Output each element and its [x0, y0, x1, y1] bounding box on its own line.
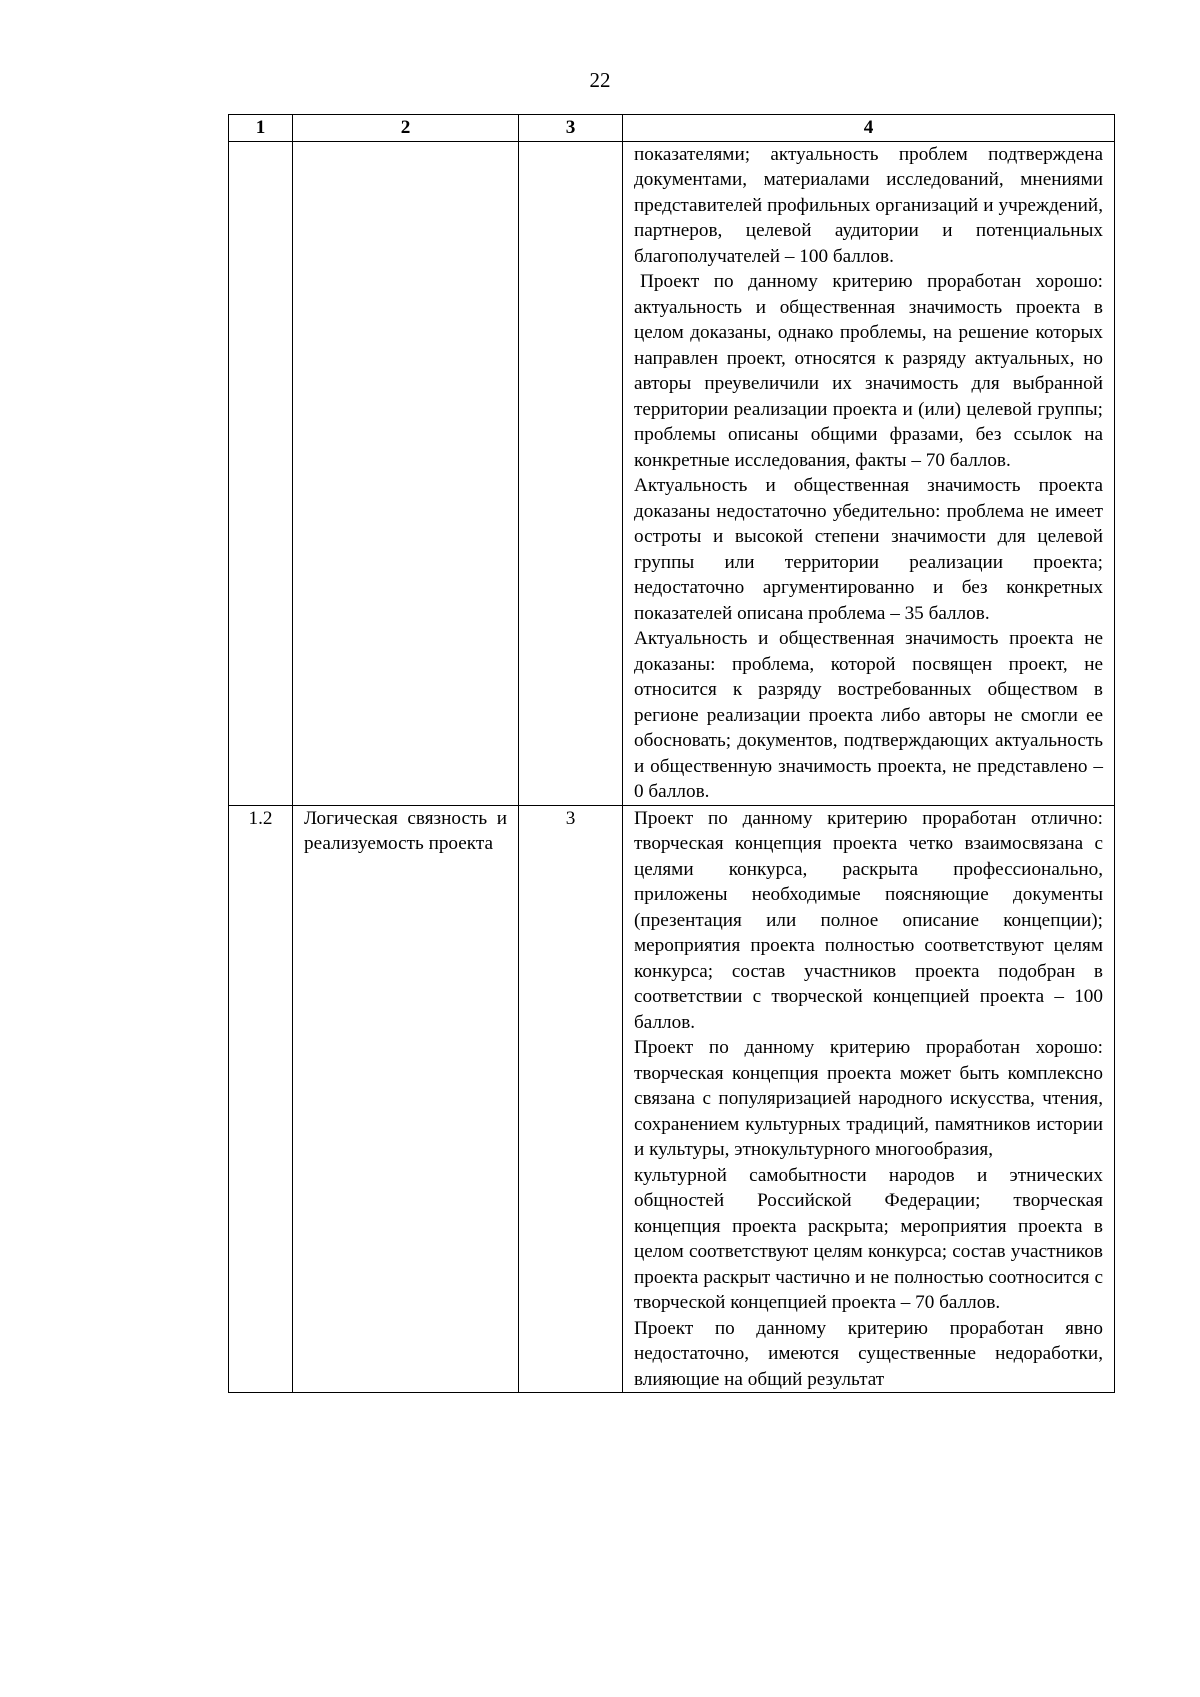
criteria-table	[228, 114, 1115, 1393]
column-header-1: 1	[229, 115, 293, 142]
criterion-description	[623, 141, 1115, 805]
description-paragraph: Актуальность и общественная значимость проекта не доказаны: проблема, которой посвящен проект, не относится к разряду востребованных обществом в регионе реализации проекта либо авторы не смогли ее обосновать; документов, подтверждающих актуальность и общественную значимость проекта, не представлено – 0 баллов.	[634, 628, 1103, 802]
column-header-4: 4	[623, 115, 1115, 142]
description-paragraph: Проект по данному критерию проработан хорошо: актуальность и общественная значимость проекта в целом доказаны, однако проблемы, на решение которых направлен проект, относятся к разряду актуальных, но авторы преувеличили их значимость для выбранной территории реализации проекта и (или) целевой группы; проблемы описаны общими фразами, без ссылок на конкретные исследования, факты – 70 баллов.	[634, 271, 1103, 471]
description-paragraph: Проект по данному критерию проработан отлично: творческая концепция проекта четко взаимосвязана с целями конкурса, раскрыта профессионально, приложены необходимые поясняющие документы (презентация или полное описание концепции); мероприятия проекта полностью соответствуют целям конкурса; состав участников проекта подобран в соответствии с творческой концепцией проекта – 100 баллов.	[634, 807, 1103, 1033]
description-paragraph: культурной самобытности народов и этнических общностей Российской Федерации; творческая концепция проекта раскрыта; мероприятия проекта в целом соответствуют целям конкурса; состав участников проекта раскрыт частично и не полностью соотносится с творческой концепцией проекта – 70 баллов.	[634, 1164, 1103, 1313]
criterion-description	[623, 805, 1115, 1393]
description-paragraph: показателями; актуальность проблем подтверждена документами, материалами исследований, мнениями представителей профильных организаций и учреждений, партнеров, целевой аудитории и потенциальных благополучателей – 100 баллов.	[634, 143, 1103, 267]
criterion-number: 1.2	[229, 805, 293, 1393]
table-row	[229, 805, 1115, 1393]
description-paragraph: Проект по данному критерию проработан явно недостаточно, имеются существенные недоработки, влияющие на общий результат	[634, 1317, 1103, 1390]
table-row	[229, 141, 1115, 805]
criterion-max-score: 3	[519, 805, 623, 1393]
table-header-row	[229, 115, 1115, 142]
criterion-number	[229, 141, 293, 805]
criterion-max-score	[519, 141, 623, 805]
description-paragraph: Актуальность и общественная значимость проекта доказаны недостаточно убедительно: проблема не имеет остроты и высокой степени значимости для целевой группы или территории реализации проекта; недостаточно аргументированно и без конкретных показателей описана проблема – 35 баллов.	[634, 475, 1103, 624]
page-number: 22	[589, 68, 611, 92]
column-header-2: 2	[293, 115, 519, 142]
criterion-name	[293, 141, 519, 805]
column-header-3: 3	[519, 115, 623, 142]
criterion-name: Логическая связность и реализуемость проекта	[293, 805, 519, 1393]
description-paragraph: Проект по данному критерию проработан хорошо: творческая концепция проекта может быть комплексно связана с популяризацией народного искусства, чтения, сохранением культурных традиций, памятников истории и культуры, этнокультурного многообразия,	[634, 1037, 1103, 1160]
